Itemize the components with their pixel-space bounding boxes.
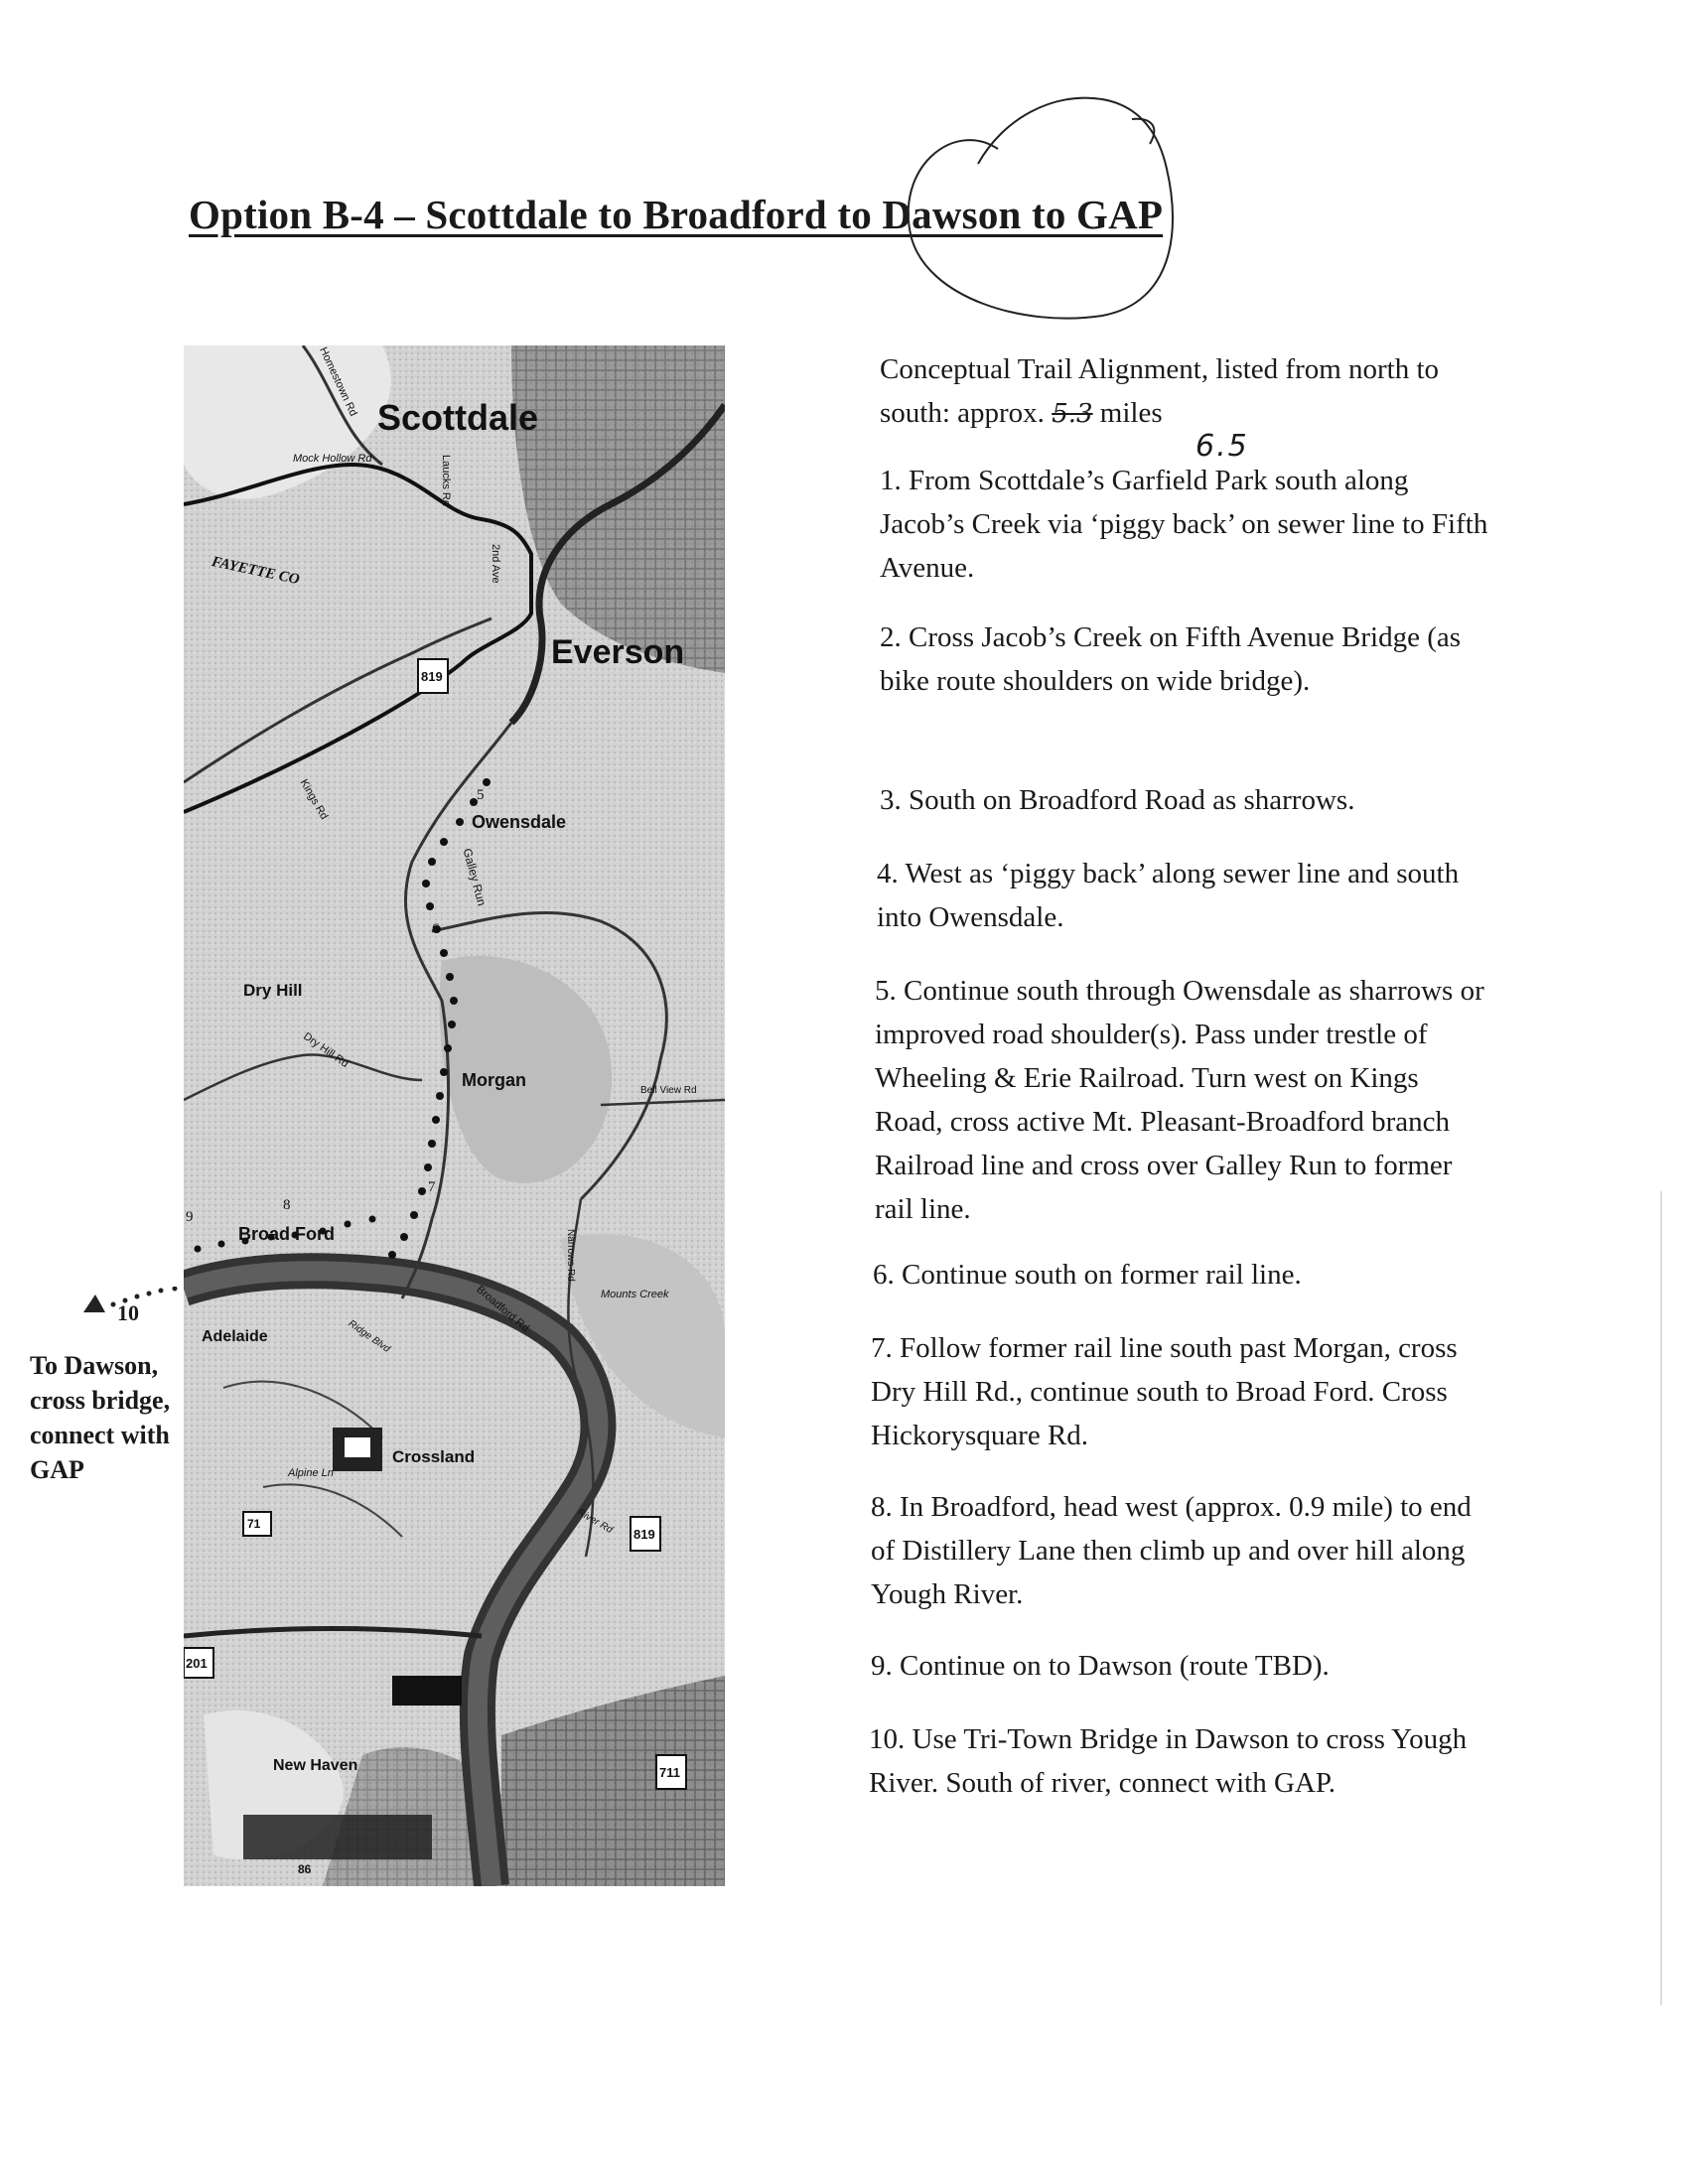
map-label-road: Narrows Rd bbox=[565, 1229, 576, 1282]
map-label-town: Everson bbox=[551, 633, 685, 671]
map-label-county: FAYETTE CO bbox=[210, 554, 301, 589]
map-label-road: Galley Run bbox=[460, 847, 490, 907]
map-route-shield: 711 bbox=[659, 1765, 680, 1780]
step-item: 9. Continue on to Dawson (route TBD). bbox=[871, 1650, 1330, 1682]
map-point-number: 5 bbox=[477, 787, 485, 803]
map-label-road: Laucks Rd bbox=[440, 455, 452, 506]
trail-description bbox=[870, 347, 1485, 464]
page-title: Option B-4 – Scottdale to Broadford to Dawson to GAP bbox=[189, 192, 1164, 237]
map-route-shield: 201 bbox=[186, 1656, 208, 1671]
map-label-town: Broad Ford bbox=[238, 1224, 335, 1244]
mileage-handwritten: 6.5 bbox=[1196, 429, 1249, 464]
intro-paragraph bbox=[880, 347, 1485, 464]
map-label-road: Ridge Blvd bbox=[346, 1318, 392, 1355]
map-route-shield: 819 bbox=[633, 1527, 655, 1542]
step-item: 8. In Broadford, head west (approx. 0.9 mile) to end of Distillery Lane then climb up and over hill along Yough River. bbox=[871, 1491, 1472, 1610]
step-item: 3. South on Broadford Road as sharrows. bbox=[880, 784, 1355, 816]
map-label-town: Adelaide bbox=[202, 1328, 268, 1345]
mileage-unit: miles bbox=[1099, 397, 1163, 429]
map-point-number: 8 bbox=[283, 1197, 291, 1213]
map-point-number: 7 bbox=[428, 1179, 436, 1195]
side-point-number: 10 bbox=[117, 1300, 139, 1325]
trail-route-map bbox=[184, 345, 725, 1886]
map-label-road: Bell View Rd bbox=[640, 1085, 697, 1096]
map-label-road: Alpine Ln bbox=[288, 1467, 334, 1479]
map-label-town: Owensdale bbox=[472, 812, 567, 832]
map-point-number: 6 bbox=[432, 921, 440, 937]
step-item: 7. Follow former rail line south past Morgan, cross Dry Hill Rd., continue south to Broad Ford. Cross Hickorysquare Rd. bbox=[871, 1332, 1458, 1451]
step-item: 1. From Scottdale’s Garfield Park south along Jacob’s Creek via ‘piggy back’ on sewer line to Fifth Avenue. bbox=[880, 465, 1488, 584]
intro-text: Conceptual Trail Alignment, listed from north to south: approx. bbox=[880, 353, 1440, 429]
map-label-road: Homestown Rd bbox=[317, 345, 359, 419]
mileage-struck: 5.3 bbox=[1052, 399, 1093, 429]
step-item: 2. Cross Jacob’s Creek on Fifth Avenue Bridge (as bike route shoulders on wide bridge). bbox=[880, 621, 1462, 697]
map-label-road: Mounts Creek bbox=[601, 1289, 669, 1300]
map-label-town: Dry Hill bbox=[243, 981, 303, 1000]
map-route-shield: 86 bbox=[298, 1862, 312, 1876]
side-note: To Dawson, cross bridge, connect with GAP bbox=[30, 1351, 171, 1484]
map-label-road: Kings Rd bbox=[297, 777, 331, 822]
scan-edge-line bbox=[1660, 1191, 1662, 2005]
map-point-number: 9 bbox=[186, 1209, 194, 1225]
map-label-town: Crossland bbox=[392, 1447, 476, 1466]
step-item: 5. Continue south through Owensdale as sharrows or improved road shoulder(s). Pass under trestle of Wheeling & Erie Railroad. Turn west on Kings Road, cross active Mt. Pleasant-Broadford branch Railroad line and cross over Galley Run to former rail line. bbox=[875, 975, 1484, 1225]
map-label-road: Mock Hollow Rd bbox=[293, 453, 372, 465]
map-label-road: River Rd bbox=[575, 1507, 615, 1536]
map-label-town: New Haven bbox=[273, 1757, 358, 1774]
step-item: 4. West as ‘piggy back’ along sewer line and south into Owensdale. bbox=[877, 858, 1460, 933]
map-label-town: Scottdale bbox=[377, 397, 539, 438]
map-label-road: Dry Hill Rd bbox=[301, 1030, 352, 1070]
map-route-shield: 819 bbox=[421, 669, 443, 684]
map-route-shield: 71 bbox=[247, 1517, 261, 1531]
step-item: 10. Use Tri-Town Bridge in Dawson to cross Yough River. South of river, connect with GAP. bbox=[869, 1723, 1468, 1799]
step-item: 6. Continue south on former rail line. bbox=[873, 1259, 1302, 1291]
map-label-road: Broadford Rd bbox=[474, 1284, 532, 1335]
map-label-town: Morgan bbox=[462, 1070, 526, 1090]
map-label-road: 2nd Ave bbox=[490, 544, 501, 584]
